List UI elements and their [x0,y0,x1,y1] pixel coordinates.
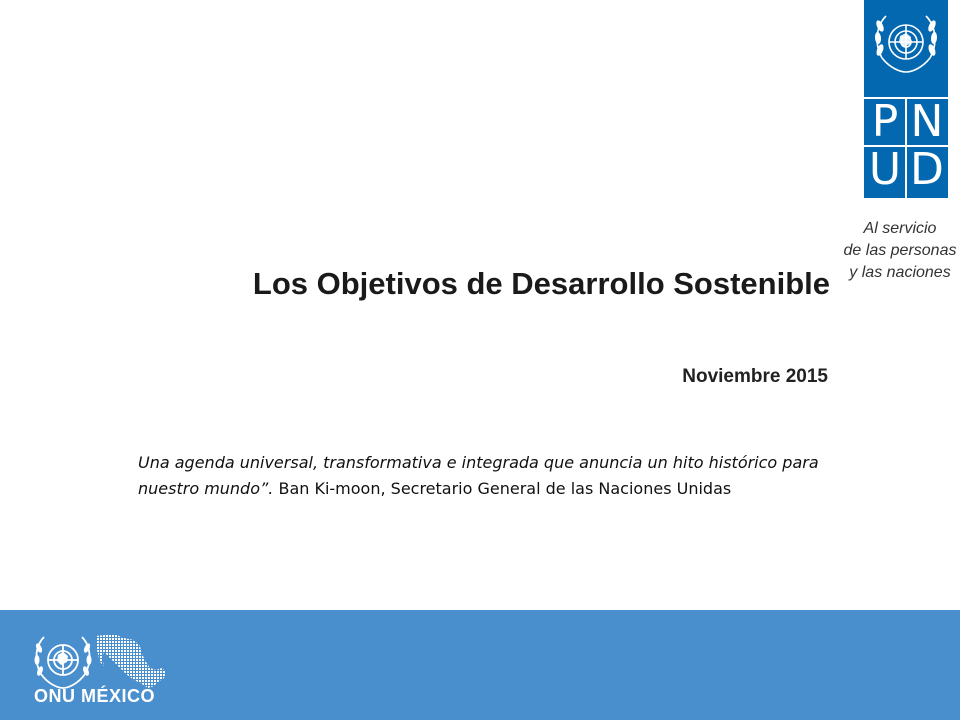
slide-title: Los Objetivos de Desarrollo Sostenible [252,266,830,301]
pnud-letter-u: U [868,144,902,195]
pnud-tagline-line1: Al servicio [863,220,937,237]
slide-date: Noviembre 2015 [682,366,828,387]
pnud-grid-lines [864,0,948,198]
onu-mexico-label: ONU MÉXICO [34,686,156,706]
un-emblem-icon [32,630,94,692]
slide-quote [138,450,838,502]
footer-bar [0,610,960,720]
pnud-letter-n: N [910,96,944,147]
pnud-tagline [840,218,960,284]
pnud-letter-p: P [871,96,899,147]
pnud-tagline-line2: de las personas [843,242,957,259]
pnud-logo-box [864,0,948,198]
pnud-logo [864,0,948,198]
mexico-map-icon [94,632,170,690]
pnud-tagline-line3: y las naciones [849,264,951,281]
quote-attribution: Ban Ki-moon, Secretario General de las Naciones Unidas [273,479,732,498]
quote-italic: Una agenda universal, transformativa e integrada que anuncia un hito histórico para nuestro mundo”. [138,453,819,498]
pnud-letter-d: D [910,144,944,195]
